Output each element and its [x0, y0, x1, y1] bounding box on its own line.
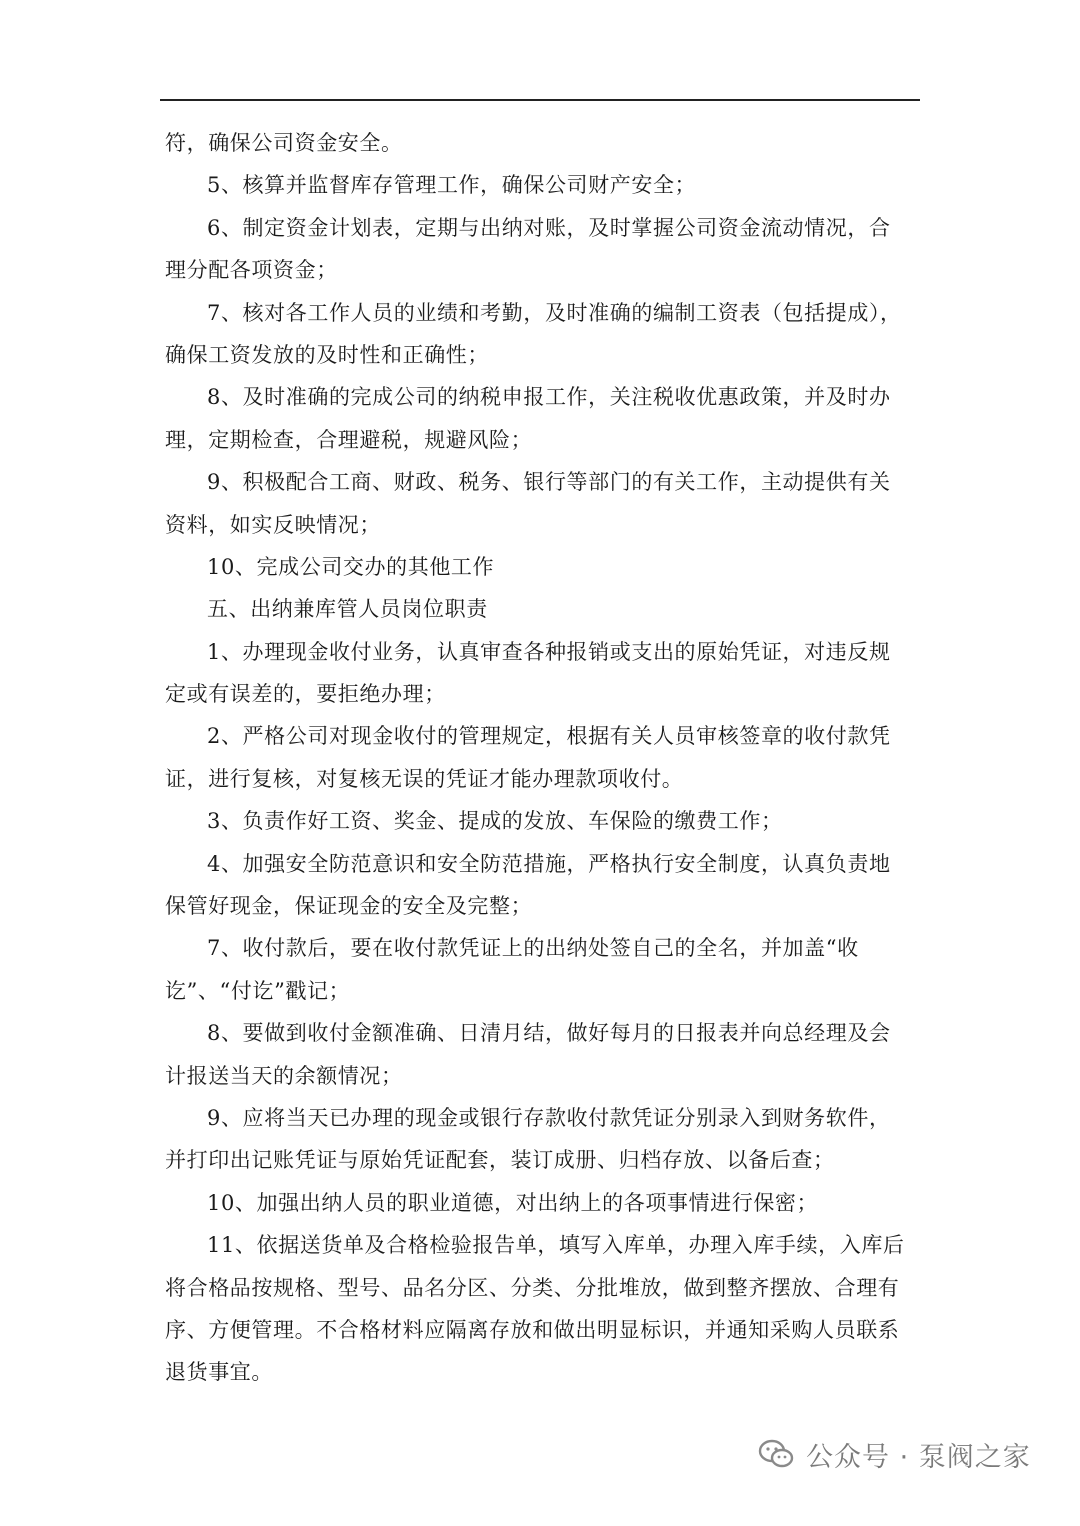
text-line: 8、要做到收付金额准确、日清月结，做好每月的日报表并向总经理及会 — [207, 1021, 891, 1046]
text-line: 保管好现金，保证现金的安全及完整； — [165, 894, 533, 919]
watermark — [758, 1428, 1031, 1480]
text-line: 符，确保公司资金安全。 — [165, 131, 403, 155]
text-line: 序、方便管理。不合格材料应隔离存放和做出明显标识，并通知采购人员联系 — [165, 1317, 900, 1342]
text-line: 7、核对各工作人员的业绩和考勤，及时准确的编制工资表（包括提成）， — [207, 300, 902, 325]
text-line: 证，进行复核，对复核无误的凭证才能办理款项收付。 — [165, 766, 684, 791]
text-line: 计报送当天的余额情况； — [165, 1063, 403, 1088]
text-line: 讫”、“付讫”戳记； — [165, 978, 351, 1003]
text-line: 8、及时准确的完成公司的纳税申报工作，关注税收优惠政策，并及时办 — [207, 385, 891, 410]
text-line: 3、负责作好工资、奖金、提成的发放、车保险的缴费工作； — [207, 809, 783, 834]
text-line: 资料，如实反映情况； — [165, 512, 381, 537]
watermark-text: 公众号 · 泵阀之家 — [806, 1441, 1031, 1473]
text-line: 确保工资发放的及时性和正确性； — [165, 342, 489, 367]
text-line: 并打印出记账凭证与原始凭证配套，装订成册、归档存放、以备后查； — [165, 1148, 835, 1173]
text-line: 理，定期检查，合理避税，规避风险； — [165, 427, 533, 452]
text-line: 4、加强安全防范意识和安全防范措施，严格执行安全制度，认真负责地 — [207, 851, 891, 876]
text-line: 将合格品按规格、型号、品名分区、分类、分批堆放，做到整齐摆放、合理有 — [165, 1275, 900, 1300]
text-line: 定或有误差的，要拒绝办理； — [165, 682, 446, 707]
text-line: 5、核算并监督库存管理工作，确保公司财产安全； — [207, 173, 697, 198]
document-body — [165, 122, 910, 1394]
wechat-icon — [758, 1439, 794, 1469]
text-line: 五、出纳兼库管人员岗位职责 — [207, 597, 488, 622]
text-line: 7、收付款后，要在收付款凭证上的出纳处签自己的全名，并加盖“收 — [207, 936, 859, 961]
text-line: 1、办理现金收付业务，认真审查各种报销或支出的原始凭证，对违反规 — [207, 639, 891, 664]
text-line: 10、完成公司交办的其他工作 — [207, 554, 495, 579]
text-line: 6、制定资金计划表，定期与出纳对账，及时掌握公司资金流动情况，合 — [207, 215, 891, 240]
header-rule — [160, 99, 920, 101]
text-line: 退货事宜。 — [165, 1360, 273, 1385]
text-line: 11、依据送货单及合格检验报告单，填写入库单，办理入库手续，入库后 — [207, 1233, 905, 1258]
text-line: 2、严格公司对现金收付的管理规定，根据有关人员审核签章的收付款凭 — [207, 724, 891, 749]
text-line: 9、应将当天已办理的现金或银行存款收付款凭证分别录入到财务软件， — [207, 1105, 891, 1130]
text-line: 10、加强出纳人员的职业道德，对出纳上的各项事情进行保密； — [207, 1190, 819, 1215]
text-line: 理分配各项资金； — [165, 258, 338, 283]
text-line: 9、积极配合工商、财政、税务、银行等部门的有关工作，主动提供有关 — [207, 470, 891, 495]
